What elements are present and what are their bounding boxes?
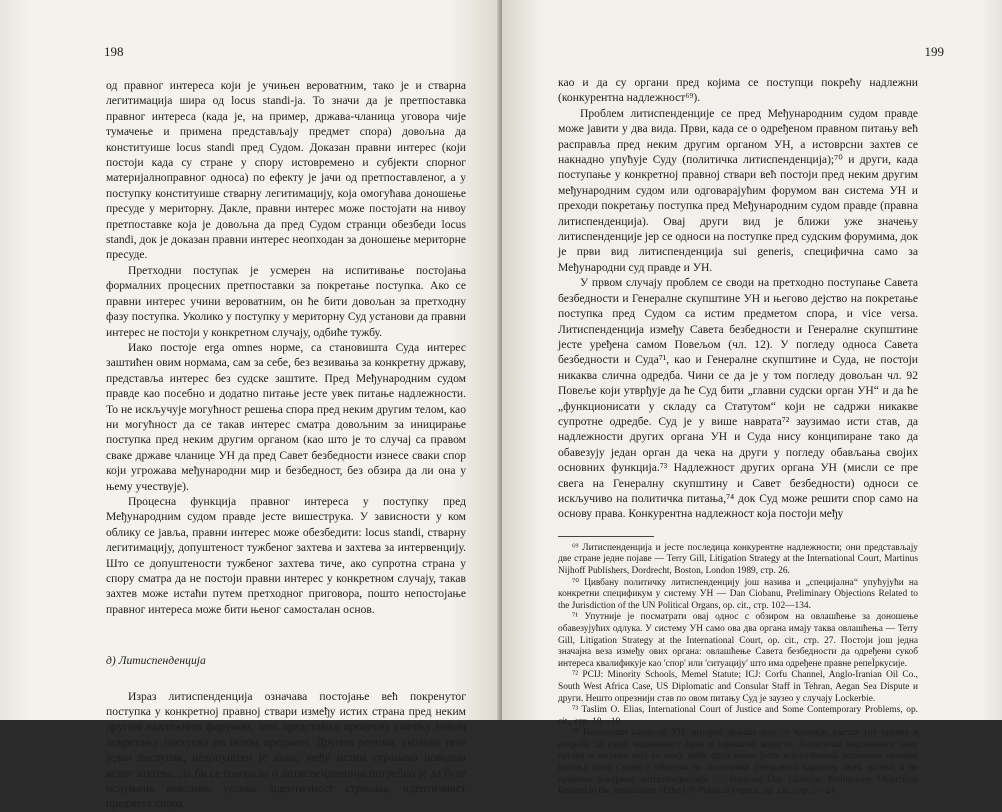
paragraph: У првом случају проблем се своди на претходно поступање Савета безбедности и Генералне скупштине УН и његово дејство на покретање поступка пред Судом са истим предметом спора, и vice versa. Литиспенденција између Савета безбедности и Генералне скупштине јесте уређена самом Повељом (чл. 12). У погледу односа Савета безбедности и Суда⁷¹, као и Генералне скупштине и Суда, не постоји никаква слична одредба. Чини се да је у том погледу довољан чл. 92 Повеље који утврђује да ће Суд бити „главни судски орган УН“ и да ће „функционисати у складу са Статутом“ који не садржи никакве супротне одредбе. Суд је у више наврата⁷² заузимао исти став, да надлежности других органа УН и Суда нису конципиране тако да обавезују један орган да чека на други у погледу обављања својих основних функција.⁷³ Надлежност других органа УН (мисли се пре свега на Генералну скупштину и Савет безбедности) односи се искључиво на политичка питања,⁷⁴ док Суд може решити спор само на основу права. Конкурентна надлежност која постоји међу [558, 276, 918, 521]
footnote: ⁶⁹ Литиспенденција и јесте последица конкурентне надлежности; они представљају две стране једне појаве — Terry Gill, Litigation Strategy at the International Court, Martinus Nijhoff Publishers, Dordrecht, Boston, London 1989, стр. 26. [558, 542, 918, 576]
paragraph: Иако постоје erga omnes норме, са становишта Суда интерес заштићен овим нормама, сам за себе, без везивања за конкретну државу, представља интерес без судске заштите. Пред Међународним судом правде као посебно и додатно питање јесте увек питање надлежности. То не искључује могућност решења спора пред неким другим телом, као ни могућност да се такав интерес сматра довољним за иницирање поступка пред неким другим органом (као што је то случај са правом сваке државе чланице УН да пред Савет безбедности изнесе сваки спор који угрожава међународни мир и безбедност, без обзира да ли она у њему учествује). [106, 340, 466, 493]
right-page-body [558, 75, 918, 798]
paragraph: од правног интереса који је учињен вероватним, тако је и стварна легитимација шира од locus standi-ја. То значи да је претпоставка правног интереса (када је, на пример, држава-чланица уговора чије тумачење и примена представљају предмет спора) довољна да конституише locus standi пред Судом. Доказан правни интерес (који постоји када су стране у спору истовремено и субјекти спорног материјалноправног односа) по ефекту је јачи од претпоставленог, а у поступку конституише стварну легитимацију, која омогућава доношење пресуде у мериторну. Дакле, правни интерес може постојати на нивоу претпоставке која је довољна да пред Судом странци обезбеди locus standi, док је доказан правни интерес неопходан за доношење мериторне пресуде. [106, 79, 466, 262]
footnote: ⁷¹ Упутније је посматрати овај однос с обзиром на овлашћење за доношење обавезујућих одлука. У систему УН само ова два органа имају таква овлашћења — Terry Gill, Litigation Strategy at the International Court, op. cit., стр. 27. Постоји још једна значајна веза између ових органа: овлашћење Савета безбедности да одређени сукоб интереса квалификује као 'спор' или 'ситуацију' што има одређене правне репеÌркусије. [558, 612, 918, 669]
paragraph: Израз литиспенденција означава постојање већ покренутог поступка у конкретној правној ствари између истих страна пред неким другим надлежним форумом, што представља процесну сметњу новом покретању поступка по истом предмету. Другим речима, уколико тече један поступак, недопуштен је нови, међу истим странама поводом истог захтева. Да би се говорило о литиспенденцији потребно је да буде испуњено неколико услова: идентичност странака, идентичност предмета спора, [106, 689, 466, 811]
footnote: ⁷² PCIJ: Minority Schools, Memel Statute; ICJ: Corfu Channel, Anglo-Iranian Oil Co., South West Africa Case, US Diplomatic and Consular Staff in Tehran, Aegan Sea Dispute и други. Нешто опрезнији став по овом питању Суд је заузео у случају Lockerbie. [558, 670, 918, 704]
paragraph: Претходни поступак је усмерен на испитивање постојања формалних процесних претпоставки за покретање поступка. Ако се правни интерес учини вероватним, он ће бити довољан за претходну фазу поступка. Уколико у поступку у мериторну Суд установи да правни интерес не постоји у конкретном случају, одбиће тужбу. [106, 263, 466, 339]
left-page [0, 0, 500, 811]
footnote: ⁷⁰ Цивбану политичку литиспенденцију још назива и „специјална“ упућујући на конкретни спецификум у систему УН — Dan Ciobanu, Preliminary Objections Related to the Jurisdiction of the UN Political Organs, op. cit., стр. 102—134. [558, 577, 918, 611]
right-page [502, 0, 1002, 797]
section-heading: д) Литиспенденција [106, 654, 206, 668]
footnote: ⁷³ Taslim O. Elias, International Court of Justice and Some Contemporary Problems, op. cit., стр. 18—19. [558, 705, 918, 727]
page-number-left: 198 [104, 44, 124, 59]
footnotes [558, 543, 918, 798]
footnote: ⁷⁴ Политички карактер УН, интерес држава које су чланице, састав тих органа и потреба да своју надлежност брзо и ефикасно користе. Политичка надлежност ових органа и питања која се могу наћи пред њима јесте искључивања решавање оваквих питања пред Судом с обзиром на политички (неправни) карактер ових органа, а не примена доктрине литиспенденције. — Видети: Dan Ciobanu, Preliminary Objections Related to the Jurisdiction of the UN Political Organs, op. cit., стр. 1—24. [558, 728, 918, 797]
footnote-divider [558, 536, 654, 537]
page-number-right: 199 [924, 44, 944, 59]
paragraph: као и да су органи пред којима се поступци покрећу надлежни (конкурентна надлежност⁶⁹). [558, 76, 918, 105]
paragraph: Проблем литиспенденције се пред Међународним судом правде може јавити у два вида. Први, када се о одређеном правном питању већ расправља пред неким другим органом УН, а истоврсни захтев се накнадно упућује Суду (политичка литиспенденција);⁷⁰ и други, када поступање у конкретној правној ствари већ постоји пред неким другим међународним судом или одговарајућим форумом ван система УН и преходи покретању поступка пред Међународним судом правде (правна литиспенденција). Овај други вид је ближи уже значењу литиспенденције јер се односи на поступке пред судским форумима, док је први вид литиспенденција sui generis, специфична само за Међународни суд правде и УН. [558, 106, 918, 274]
left-page-body [106, 78, 466, 812]
paragraph: Процесна функција правног интереса у поступку пред Међународним судом правде јесте вишеструка. У зависности у ком облику се јавља, правни интерес може обезбедити: locus standi, стварну легитимацију, допуштеност тужбеног захтева и захтева за интервенцију. Што се допуштености тужбеног захтева тиче, ако супротна страна у спору сматра да не постоји правни интерес у конкретном случају, такав захтев може истаћи путем претходног приговора, пошто непостојање правног интереса може бити њеног самосталан основ. [106, 494, 466, 616]
